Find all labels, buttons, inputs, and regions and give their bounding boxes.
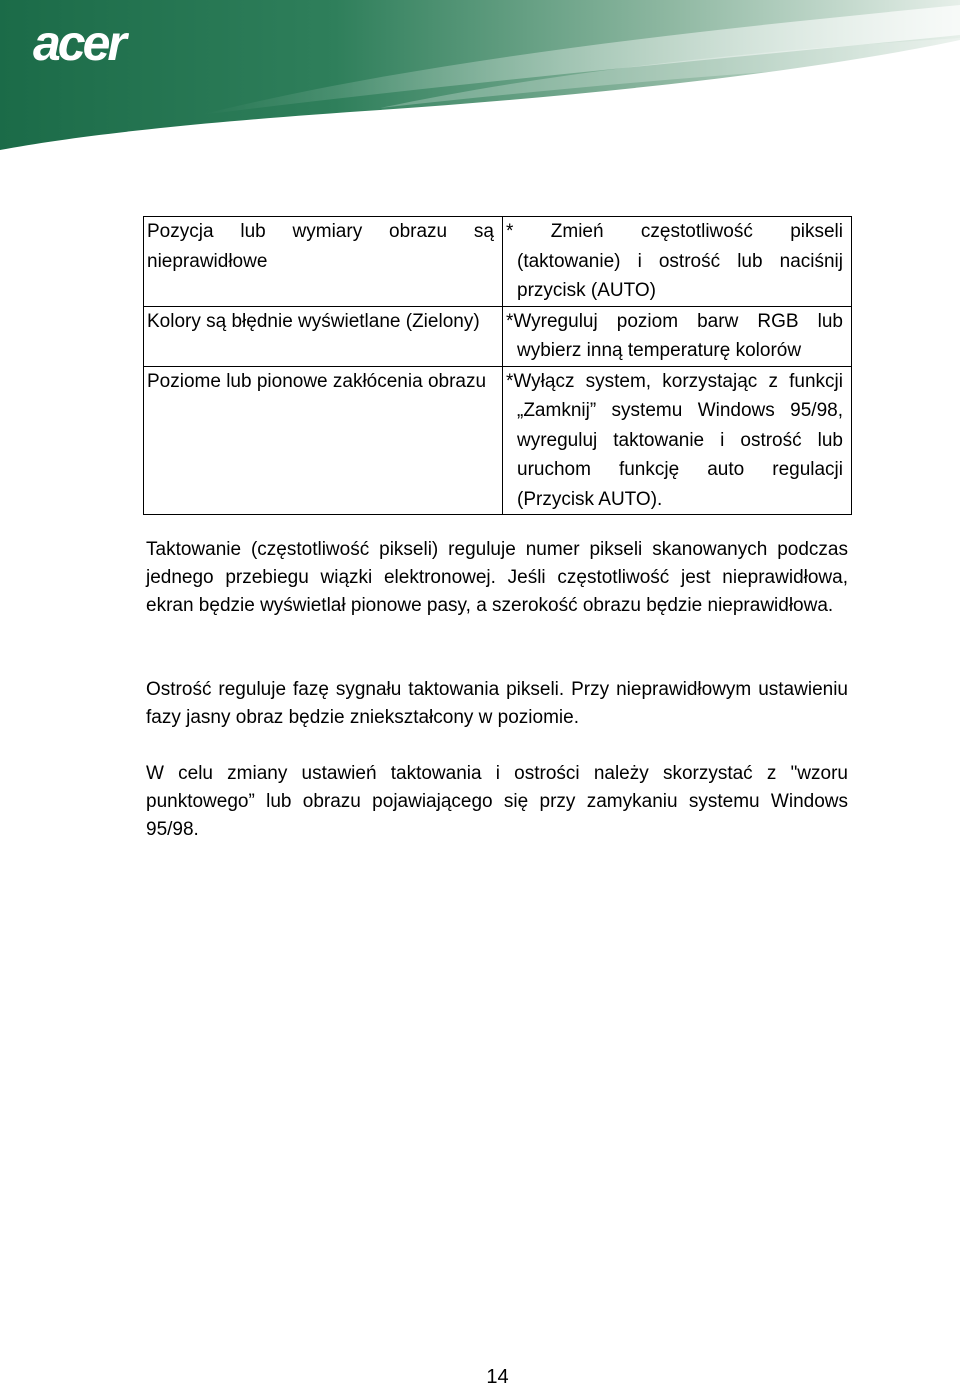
- header-banner: [0, 0, 960, 160]
- solution-cell: * Zmień częstotliwość pikseli (taktowanie) i ostrość lub naciśnij przycisk (AUTO): [503, 217, 852, 307]
- table-row: [144, 217, 852, 307]
- problem-cell: Kolory są błędnie wyświetlane (Zielony): [144, 306, 503, 366]
- paragraph-phase: Ostrość reguluje fazę sygnału taktowania pikseli. Przy nieprawidłowym ustawieniu fazy jasny obraz będzie zniekształcony w poziomie.: [146, 679, 848, 729]
- problem-cell: Pozycja lub wymiary obrazu są nieprawidłowe: [144, 217, 503, 307]
- troubleshooting-table: [143, 216, 852, 515]
- paragraph-clock: Taktowanie (częstotliwość pikseli) reguluje numer pikseli skanowanych podczas jednego przebiegu wiązki elektronowej. Jeśli częstotliwość jest nieprawidłowa, ekran będzie wyświetlał pionowe pasy, a szerokość obrazu będzie nieprawidłowa.: [146, 539, 848, 617]
- solution-cell: *Wyreguluj poziom barw RGB lub wybierz inną temperaturę kolorów: [503, 306, 852, 366]
- table-row: [144, 366, 852, 515]
- acer-logo: acer: [33, 15, 124, 71]
- table-row: [144, 306, 852, 366]
- page-number: 14: [486, 1366, 509, 1388]
- paragraph-pattern: W celu zmiany ustawień taktowania i ostrości należy skorzystać z "wzoru punktowego” lub obrazu pojawiającego się przy zamykaniu systemu Windows 95/98.: [146, 763, 848, 841]
- solution-cell: *Wyłącz system, korzystając z funkcji „Zamknij” systemu Windows 95/98, wyreguluj taktowanie i ostrość lub uruchom funkcję auto regulacji (Przycisk AUTO).: [503, 366, 852, 515]
- problem-cell: Poziome lub pionowe zakłócenia obrazu: [144, 366, 503, 515]
